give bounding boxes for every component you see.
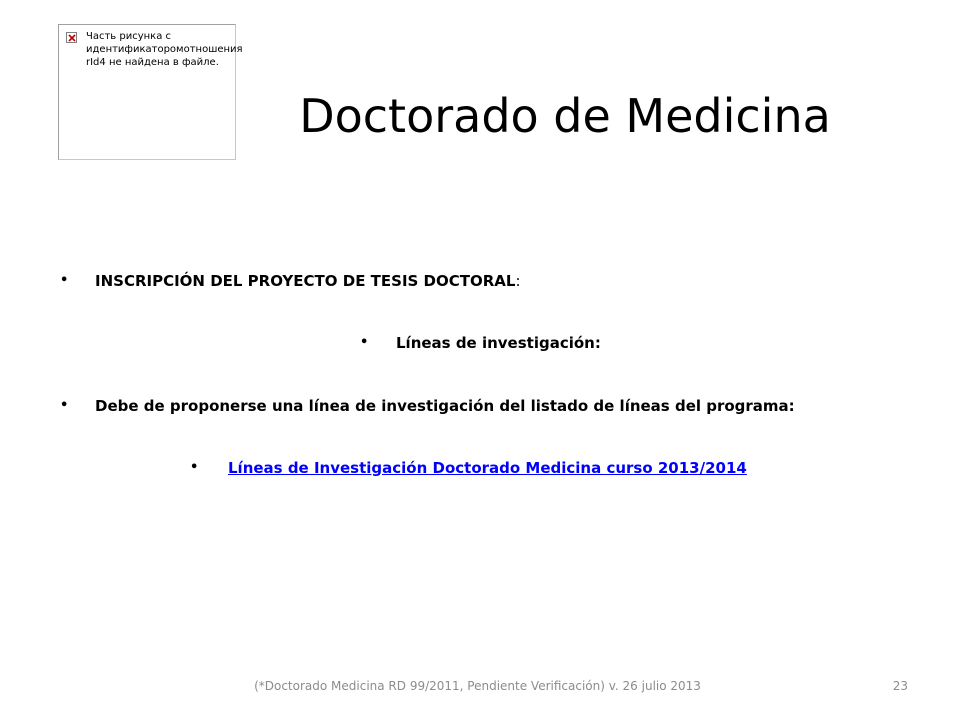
missing-image-message-line: rId4 не найдена в файле. (86, 57, 219, 68)
missing-image-message-line: Часть рисунка с (86, 31, 172, 42)
bullet-dot: • (190, 460, 199, 475)
bullet-item-proponer (60, 396, 795, 416)
bullet-item-inscripcion (60, 271, 521, 291)
broken-image-icon (66, 32, 77, 43)
bullet-item-lineas (360, 333, 601, 353)
missing-image-message (86, 30, 243, 69)
bullet-text: Debe de proponerse una línea de investigación del listado de líneas del programa: (95, 397, 795, 415)
page-number: 23 (892, 679, 908, 693)
bullet-text: Líneas de investigación: (396, 334, 601, 352)
bullet-dot: • (60, 273, 69, 288)
bullet-item-link (190, 458, 747, 478)
bullet-dot: • (60, 398, 69, 413)
footer-text: (*Doctorado Medicina RD 99/2011, Pendiente Verificación) v. 26 julio 2013 (254, 679, 701, 693)
bullet-text: INSCRIPCIÓN DEL PROYECTO DE TESIS DOCTORAL (95, 272, 516, 290)
lineas-investigacion-link[interactable]: Líneas de Investigación Doctorado Medicina curso 2013/2014 (228, 459, 747, 477)
slide-title: Doctorado de Medicina (299, 89, 831, 143)
missing-image-placeholder (58, 24, 243, 160)
missing-image-message-line: идентификаторомотношения (86, 44, 243, 55)
bullet-dot: • (360, 335, 369, 350)
bullet-suffix: : (515, 272, 521, 290)
